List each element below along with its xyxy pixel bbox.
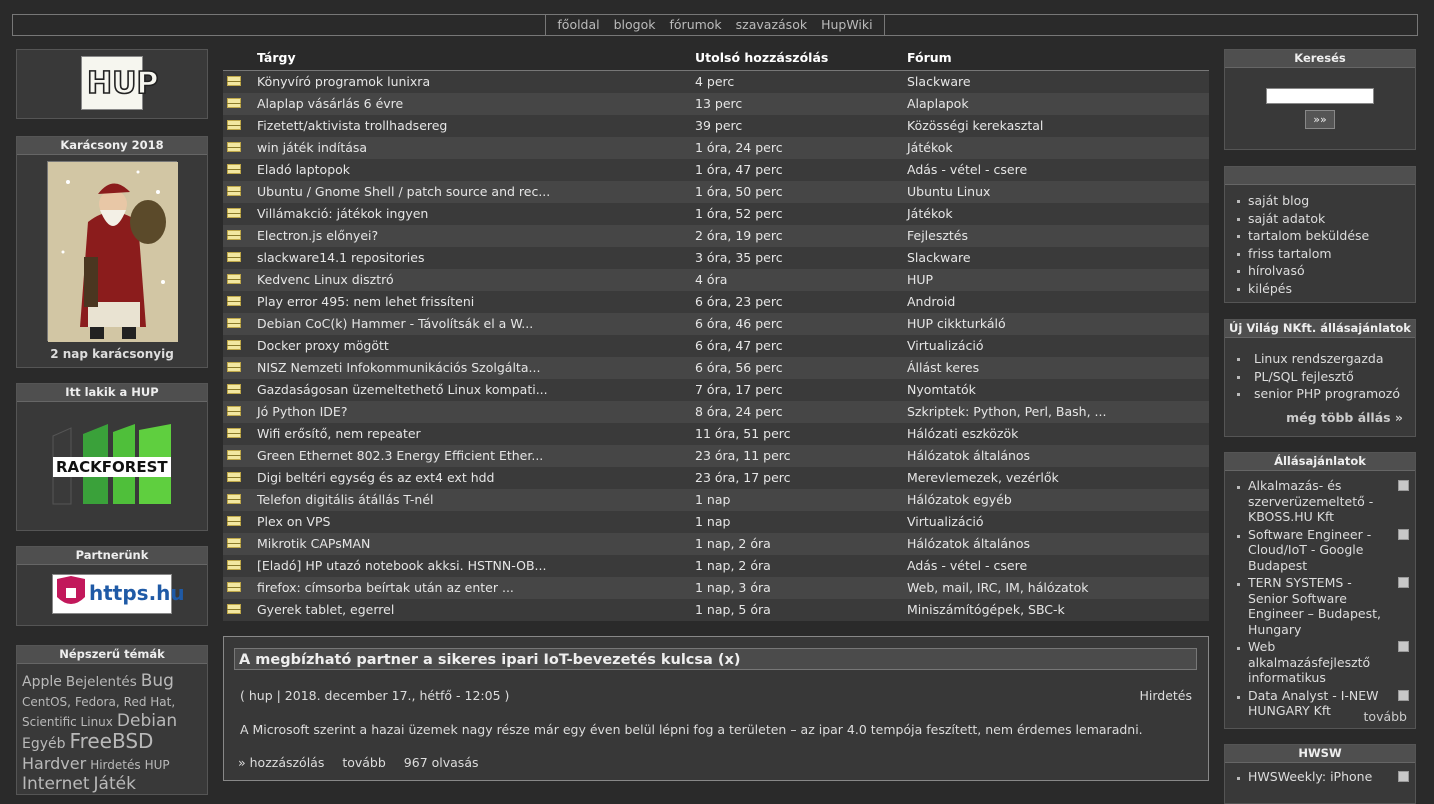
envelope-icon bbox=[227, 560, 241, 571]
tag[interactable]: Red Hat, bbox=[123, 695, 176, 709]
article-links bbox=[238, 755, 493, 770]
last-comment-time[interactable]: 2 óra, 19 perc bbox=[695, 228, 783, 243]
last-comment-time[interactable]: 4 perc bbox=[695, 74, 735, 89]
forum-link[interactable]: Játékok bbox=[907, 206, 953, 221]
nav-blogok[interactable]: blogok bbox=[613, 17, 656, 32]
https-logo[interactable] bbox=[52, 574, 185, 614]
tag[interactable]: Scientific Linux bbox=[22, 715, 113, 729]
nav-hupwiki[interactable]: HupWiki bbox=[821, 17, 873, 32]
popular-topics-box bbox=[16, 645, 208, 795]
forum-link[interactable]: Közösségi kerekasztal bbox=[907, 118, 1044, 133]
forum-link[interactable]: Hálózatok általános bbox=[907, 448, 1031, 463]
envelope-icon bbox=[227, 538, 241, 549]
envelope-icon bbox=[227, 142, 241, 153]
last-comment-time[interactable]: 6 óra, 46 perc bbox=[695, 316, 783, 331]
christmas-box bbox=[16, 136, 208, 368]
topic-subject-link[interactable]: Telefon digitális átállás T-nél bbox=[257, 492, 434, 507]
table-row bbox=[223, 401, 1209, 423]
envelope-icon bbox=[227, 428, 241, 439]
forum-link[interactable]: Állást keres bbox=[907, 360, 980, 375]
topic-subject-link[interactable]: NISZ Nemzeti Infokommunikációs Szolgálta... bbox=[257, 360, 541, 375]
envelope-icon bbox=[227, 164, 241, 175]
header-subject[interactable]: Tárgy bbox=[257, 50, 296, 65]
topic-subject-link[interactable]: Docker proxy mögött bbox=[257, 338, 389, 353]
nav-links bbox=[545, 15, 884, 35]
table-header bbox=[223, 46, 1209, 71]
job-item[interactable] bbox=[1225, 639, 1415, 686]
table-row bbox=[223, 247, 1209, 269]
last-comment-time[interactable]: 7 óra, 17 perc bbox=[695, 382, 783, 397]
table-row bbox=[223, 599, 1209, 621]
forum-link[interactable]: Hálózati eszközök bbox=[907, 426, 1019, 441]
topic-subject-link[interactable]: slackware14.1 repositories bbox=[257, 250, 425, 265]
topic-subject-link[interactable]: Plex on VPS bbox=[257, 514, 331, 529]
forum-link[interactable]: Android bbox=[907, 294, 956, 309]
forum-link[interactable]: Hálózatok általános bbox=[907, 536, 1031, 551]
forum-link[interactable]: Web, mail, IRC, IM, hálózatok bbox=[907, 580, 1089, 595]
envelope-icon bbox=[227, 450, 241, 461]
menu-submit-content[interactable]: tartalom beküldése bbox=[1225, 227, 1415, 245]
forum-link[interactable]: HUP cikkturkáló bbox=[907, 316, 1006, 331]
rss-icon[interactable] bbox=[1398, 480, 1409, 491]
hwsw-item[interactable] bbox=[1225, 769, 1415, 785]
forum-link[interactable]: Ubuntu Linux bbox=[907, 184, 991, 199]
tag[interactable]: HUP bbox=[144, 758, 170, 772]
ujvilag-jobs-box bbox=[1224, 319, 1416, 437]
last-comment-time[interactable]: 39 perc bbox=[695, 118, 743, 133]
forum-table bbox=[223, 46, 1209, 621]
forum-link[interactable]: Merevlemezek, vezérlők bbox=[907, 470, 1059, 485]
rss-icon[interactable] bbox=[1398, 771, 1409, 782]
envelope-icon bbox=[227, 76, 241, 87]
tag[interactable]: Debian bbox=[116, 711, 178, 731]
user-menu-title bbox=[1225, 167, 1415, 185]
job-title: Software Engineer - Cloud/IoT - Google Budapest bbox=[1248, 526, 1372, 573]
topic-subject-link[interactable]: Jó Python IDE? bbox=[257, 404, 348, 419]
forum-link[interactable]: Adás - vétel - csere bbox=[907, 558, 1028, 573]
tag[interactable]: FreeBSD bbox=[69, 729, 154, 753]
user-menu bbox=[1225, 192, 1415, 297]
table-row bbox=[223, 555, 1209, 577]
tag-cloud bbox=[22, 672, 206, 794]
read-count: 967 olvasás bbox=[403, 755, 479, 770]
table-row bbox=[223, 511, 1209, 533]
topic-subject-link[interactable]: Gazdaságosan üzemeltethető Linux kompati... bbox=[257, 382, 548, 397]
article-teaser bbox=[223, 636, 1209, 781]
comment-link[interactable]: » hozzászólás bbox=[238, 755, 325, 770]
job-item[interactable] bbox=[1225, 575, 1415, 637]
hup-logo[interactable] bbox=[81, 56, 159, 110]
search-title: Keresés bbox=[1225, 50, 1415, 68]
table-row bbox=[223, 159, 1209, 181]
table-row bbox=[223, 313, 1209, 335]
nav-szavazasok[interactable]: szavazások bbox=[735, 17, 808, 32]
host-box bbox=[16, 383, 208, 531]
topic-subject-link[interactable]: Ubuntu / Gnome Shell / patch source and rec... bbox=[257, 184, 551, 199]
menu-logout[interactable]: kilépés bbox=[1225, 280, 1415, 298]
svg-text:HUP: HUP bbox=[87, 66, 159, 101]
tag[interactable]: Hardver bbox=[22, 754, 87, 773]
nav-forumok[interactable]: fórumok bbox=[669, 17, 722, 32]
tag[interactable]: Fedora, bbox=[74, 695, 120, 709]
last-comment-time[interactable]: 4 óra bbox=[695, 272, 728, 287]
topic-subject-link[interactable]: Play error 495: nem lehet frissíteni bbox=[257, 294, 475, 309]
forum-link[interactable]: Slackware bbox=[907, 74, 971, 89]
tag[interactable]: Apple bbox=[22, 674, 62, 690]
table-row bbox=[223, 357, 1209, 379]
menu-feed-reader[interactable]: hírolvasó bbox=[1225, 262, 1415, 280]
forum-link[interactable]: Alaplapok bbox=[907, 96, 969, 111]
menu-own-blog[interactable]: saját blog bbox=[1225, 192, 1415, 210]
menu-own-data[interactable]: saját adatok bbox=[1225, 210, 1415, 228]
topic-subject-link[interactable]: Green Ethernet 802.3 Energy Efficient Ether... bbox=[257, 448, 544, 463]
envelope-icon bbox=[227, 406, 241, 417]
article-category[interactable]: Hirdetés bbox=[1139, 688, 1192, 703]
jobs-title: Állásajánlatok bbox=[1225, 453, 1415, 471]
tag[interactable]: Egyéb bbox=[22, 736, 66, 752]
more-link[interactable]: tovább bbox=[342, 755, 386, 770]
topic-subject-link[interactable]: win játék indítása bbox=[257, 140, 368, 155]
job-link[interactable]: PL/SQL fejlesztő bbox=[1225, 368, 1415, 386]
last-comment-time[interactable]: 1 óra, 52 perc bbox=[695, 206, 783, 221]
job-item[interactable] bbox=[1225, 527, 1415, 574]
table-row bbox=[223, 93, 1209, 115]
forum-link[interactable]: Virtualizáció bbox=[907, 338, 984, 353]
table-row bbox=[223, 203, 1209, 225]
tag[interactable]: CentOS, bbox=[22, 695, 71, 709]
envelope-icon bbox=[227, 362, 241, 373]
menu-new-content[interactable]: friss tartalom bbox=[1225, 245, 1415, 263]
table-row bbox=[223, 489, 1209, 511]
envelope-icon bbox=[227, 472, 241, 483]
tag[interactable]: Bug bbox=[140, 671, 174, 691]
topic-subject-link[interactable]: Debian CoC(k) Hammer - Távolítsák el a W... bbox=[257, 316, 534, 331]
topic-subject-link[interactable]: [Eladó] HP utazó notebook akksi. HSTNN-OB... bbox=[257, 558, 547, 573]
job-link[interactable]: Linux rendszergazda bbox=[1225, 350, 1415, 368]
christmas-countdown: 2 nap karácsonyig bbox=[50, 347, 174, 361]
topic-subject-link[interactable]: Kedvenc Linux disztró bbox=[257, 272, 394, 287]
hwsw-box bbox=[1224, 744, 1416, 804]
envelope-icon bbox=[227, 384, 241, 395]
search-box bbox=[1224, 49, 1416, 150]
envelope-icon bbox=[227, 98, 241, 109]
table-row bbox=[223, 225, 1209, 247]
popular-title: Népszerű témák bbox=[17, 646, 207, 664]
topic-subject-link[interactable]: firefox: címsorba beírtak után az enter ... bbox=[257, 580, 514, 595]
forum-link[interactable]: Adás - vétel - csere bbox=[907, 162, 1028, 177]
table-row bbox=[223, 423, 1209, 445]
last-comment-time[interactable]: 23 óra, 11 perc bbox=[695, 448, 791, 463]
last-comment-time[interactable]: 1 nap bbox=[695, 492, 731, 507]
forum-link[interactable]: Játékok bbox=[907, 140, 953, 155]
last-comment-time[interactable]: 1 nap, 3 óra bbox=[695, 580, 771, 595]
topic-subject-link[interactable]: Electron.js előnyei? bbox=[257, 228, 379, 243]
envelope-icon bbox=[227, 120, 241, 131]
partner-box bbox=[16, 546, 208, 626]
last-comment-time[interactable]: 1 nap, 2 óra bbox=[695, 558, 771, 573]
topic-subject-link[interactable]: Fizetett/aktivista trollhadsereg bbox=[257, 118, 448, 133]
table-row bbox=[223, 577, 1209, 599]
forum-link[interactable]: Miniszámítógépek, SBC-k bbox=[907, 602, 1065, 617]
hwsw-title-text: HWSWeekly: iPhone bbox=[1248, 769, 1373, 784]
table-body bbox=[223, 71, 1209, 621]
envelope-icon bbox=[227, 516, 241, 527]
forum-link[interactable]: Hálózatok egyéb bbox=[907, 492, 1012, 507]
last-comment-time[interactable]: 1 óra, 50 perc bbox=[695, 184, 783, 199]
last-comment-time[interactable]: 1 nap, 2 óra bbox=[695, 536, 771, 551]
job-title: TERN SYSTEMS - Senior Software Engineer – Budapest, Hungary bbox=[1248, 575, 1381, 637]
table-row bbox=[223, 291, 1209, 313]
christmas-title: Karácsony 2018 bbox=[17, 137, 207, 155]
rss-icon[interactable] bbox=[1398, 529, 1409, 540]
topic-subject-link[interactable]: Mikrotik CAPsMAN bbox=[257, 536, 371, 551]
last-comment-time[interactable]: 1 nap, 5 óra bbox=[695, 602, 771, 617]
tag[interactable]: Internet bbox=[22, 774, 90, 794]
article-meta: ( hup | 2018. december 17., hétfő - 12:05 ) bbox=[240, 688, 510, 703]
forum-link[interactable]: Nyomtatók bbox=[907, 382, 976, 397]
envelope-icon bbox=[227, 604, 241, 615]
last-comment-time[interactable]: 1 nap bbox=[695, 514, 731, 529]
table-row bbox=[223, 71, 1209, 93]
host-title: Itt lakik a HUP bbox=[17, 384, 207, 402]
search-input[interactable] bbox=[1266, 88, 1374, 104]
table-row bbox=[223, 445, 1209, 467]
envelope-icon bbox=[227, 318, 241, 329]
ujvilag-list bbox=[1225, 350, 1415, 403]
jobs-more-link[interactable]: tovább bbox=[1363, 709, 1407, 724]
last-comment-time[interactable]: 23 óra, 17 perc bbox=[695, 470, 791, 485]
header-forum[interactable]: Fórum bbox=[907, 50, 952, 65]
forum-link[interactable]: Slackware bbox=[907, 250, 971, 265]
jobs-list bbox=[1225, 478, 1415, 719]
envelope-icon bbox=[227, 252, 241, 263]
job-link[interactable]: senior PHP programozó bbox=[1225, 385, 1415, 403]
hwsw-list bbox=[1225, 769, 1415, 785]
article-title[interactable]: A megbízható partner a sikeres ipari IoT-bevezetés kulcsa (x) bbox=[234, 648, 1197, 670]
table-row bbox=[223, 137, 1209, 159]
job-title: Data Analyst - I-NEW HUNGARY Kft bbox=[1248, 687, 1379, 718]
envelope-icon bbox=[227, 208, 241, 219]
forum-link[interactable]: HUP bbox=[907, 272, 934, 287]
rss-icon[interactable] bbox=[1398, 577, 1409, 588]
rss-icon[interactable] bbox=[1398, 690, 1409, 701]
topic-subject-link[interactable]: Villámakció: játékok ingyen bbox=[257, 206, 429, 221]
last-comment-time[interactable]: 6 óra, 23 perc bbox=[695, 294, 783, 309]
svg-text:RACKFOREST: RACKFOREST bbox=[56, 458, 168, 476]
job-item[interactable] bbox=[1225, 478, 1415, 525]
topic-subject-link[interactable]: Digi beltéri egység és az ext4 ext hdd bbox=[257, 470, 495, 485]
svg-text:https.hu: https.hu bbox=[89, 581, 185, 605]
last-comment-time[interactable]: 3 óra, 35 perc bbox=[695, 250, 783, 265]
last-comment-time[interactable]: 1 óra, 47 perc bbox=[695, 162, 783, 177]
forum-link[interactable]: Fejlesztés bbox=[907, 228, 969, 243]
envelope-icon bbox=[227, 230, 241, 241]
more-jobs-link[interactable]: még több állás » bbox=[1286, 410, 1403, 425]
article-body: A Microsoft szerint a hazai üzemek nagy része már egy éven belül lépni fog a területen – az ipar 4.0 tempója feszített, nem érdemes lemaradni. bbox=[240, 722, 1143, 737]
ujvilag-title: Új Világ NKft. állásajánlatok bbox=[1225, 320, 1415, 338]
last-comment-time[interactable]: 8 óra, 24 perc bbox=[695, 404, 783, 419]
santa-image bbox=[47, 161, 177, 341]
table-row bbox=[223, 533, 1209, 555]
nav-fooldal[interactable]: főoldal bbox=[557, 17, 600, 32]
topic-subject-link[interactable]: Alaplap vásárlás 6 évre bbox=[257, 96, 404, 111]
table-row bbox=[223, 181, 1209, 203]
top-navigation bbox=[12, 14, 1418, 36]
envelope-icon bbox=[227, 582, 241, 593]
last-comment-time[interactable]: 6 óra, 56 perc bbox=[695, 360, 783, 375]
topic-subject-link[interactable]: Wifi erősítő, nem repeater bbox=[257, 426, 421, 441]
topic-subject-link[interactable]: Könyvíró programok lunixra bbox=[257, 74, 431, 89]
envelope-icon bbox=[227, 494, 241, 505]
table-row bbox=[223, 379, 1209, 401]
envelope-icon bbox=[227, 186, 241, 197]
last-comment-time[interactable]: 1 óra, 24 perc bbox=[695, 140, 783, 155]
tag[interactable]: Bejelentés bbox=[65, 674, 137, 690]
search-button[interactable]: »» bbox=[1305, 110, 1335, 129]
table-row bbox=[223, 115, 1209, 137]
hwsw-title: HWSW bbox=[1225, 745, 1415, 763]
user-menu-box bbox=[1224, 166, 1416, 303]
topic-subject-link[interactable]: Gyerek tablet, egerrel bbox=[257, 602, 395, 617]
table-row bbox=[223, 269, 1209, 291]
job-title: Web alkalmazásfejlesztő informatikus bbox=[1248, 639, 1371, 685]
last-comment-time[interactable]: 13 perc bbox=[695, 96, 743, 111]
forum-link[interactable]: Virtualizáció bbox=[907, 514, 984, 529]
partner-title: Partnerünk bbox=[17, 547, 207, 565]
envelope-icon bbox=[227, 274, 241, 285]
envelope-icon bbox=[227, 340, 241, 351]
table-row bbox=[223, 467, 1209, 489]
jobs-box bbox=[1224, 452, 1416, 729]
topic-subject-link[interactable]: Eladó laptopok bbox=[257, 162, 351, 177]
last-comment-time[interactable]: 6 óra, 47 perc bbox=[695, 338, 783, 353]
rackforest-logo[interactable] bbox=[53, 424, 171, 509]
logo-box bbox=[16, 49, 208, 119]
table-row bbox=[223, 335, 1209, 357]
rss-icon[interactable] bbox=[1398, 641, 1409, 652]
tag[interactable]: Játék bbox=[93, 774, 136, 794]
header-last-comment[interactable]: Utolsó hozzászólás bbox=[695, 50, 829, 65]
tag[interactable]: Hirdetés bbox=[90, 758, 141, 772]
last-comment-time[interactable]: 11 óra, 51 perc bbox=[695, 426, 791, 441]
job-title: Alkalmazás- és szerverüzemeltető - KBOSS.HU Kft bbox=[1248, 478, 1374, 524]
forum-link[interactable]: Szkriptek: Python, Perl, Bash, ... bbox=[907, 404, 1107, 419]
envelope-icon bbox=[227, 296, 241, 307]
